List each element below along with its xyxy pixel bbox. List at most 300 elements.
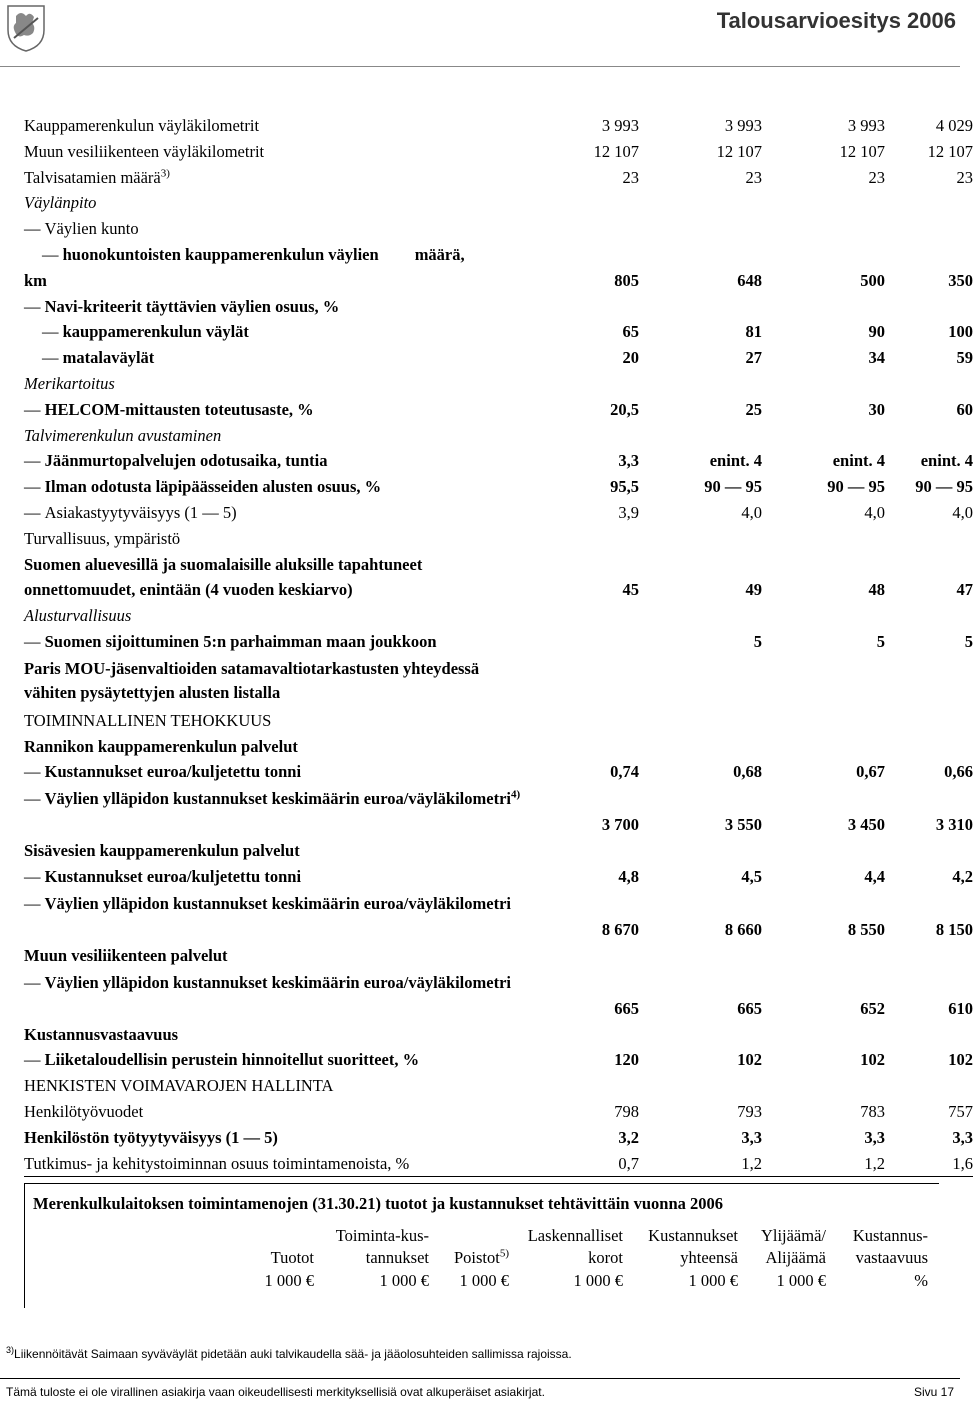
value-cell: enint. 4 [832,451,885,471]
value-cell [639,655,762,708]
value-cell [885,190,973,216]
table-row [24,1047,973,1073]
value-cell: 4,5 [741,866,762,886]
cost-column-header [429,1221,509,1269]
value-cell: 5 [753,631,762,651]
row-label-text: Väylien ylläpidon kustannukset keskimäärin euroa/väyläkilometri [44,893,511,913]
row-label [24,345,524,371]
value-cell: 20 [622,348,639,368]
value-cell: 20,5 [610,399,639,419]
row-label [24,397,524,423]
row-label [24,552,524,578]
row-label-text: Suomen aluevesillä ja suomalaisille aluksille tapahtuneet [24,554,423,574]
value-cell [639,552,762,578]
value-cell: 4,4 [864,866,885,886]
value-cell: 3 550 [724,815,762,835]
row-label [24,165,524,191]
value-cell [885,371,973,397]
coat-of-arms-logo [6,4,46,52]
table-row [24,785,973,838]
value-cell: 90 — 95 [915,477,973,497]
value-cell: 610 [948,998,973,1018]
table-row [24,759,973,785]
row-label [24,864,524,890]
row-label [24,190,524,216]
cost-column-header-line1: Toiminta-kus- [335,1226,429,1245]
value-cell [762,423,885,449]
table-row [24,864,973,890]
row-label [24,708,524,734]
value-cell: 23 [956,167,973,187]
row-label-text: HENKISTEN VOIMAVAROJEN HALLINTA [24,1076,334,1096]
cost-column-header-line2 [429,1247,509,1269]
cost-column-header-line2 [738,1247,826,1269]
value-cell [639,838,762,864]
value-cell: 8 150 [935,919,973,939]
table-row [24,423,973,449]
row-label [24,603,524,629]
cost-unit-cell: 1 000 € [379,1271,429,1290]
footnote-marker: 3) [6,1345,15,1355]
footnote-reference: 3) [160,167,170,180]
value-cell: 783 [860,1101,885,1121]
row-label-text: Navi-kriteerit täyttävien väylien osuus, % [44,296,340,316]
row-label [24,1125,524,1151]
row-label [24,629,524,655]
value-cell [885,216,973,242]
value-cell: 102 [948,1050,973,1070]
footnote-reference: 5) [499,1247,509,1260]
cost-column-header [826,1221,928,1269]
row-label [24,448,524,474]
row-label [24,371,524,397]
value-cell: 120 [614,1050,639,1070]
table-row [24,890,973,943]
row-label-text: Muun vesiliikenteen väyläkilometrit [24,141,265,161]
row-label-text: Turvallisuus, ympäristö [24,528,181,548]
value-cell [762,1022,885,1048]
value-cell [639,216,762,242]
value-cell [524,526,639,552]
footer-disclaimer: Tämä tuloste ei ole virallinen asiakirja vaan oikeudellisesti merkityksellisiä ovat alkuperäiset asiakirjat. [6,1385,545,1399]
value-cell [885,708,973,734]
value-cell [524,708,639,734]
value-cell [639,603,762,629]
row-label-text: Jäänmurtopalvelujen odotusaika, tuntia [44,451,328,471]
cost-column-header-text: Tuotot [270,1248,314,1267]
value-cell: 0,68 [733,762,762,782]
value-cell: 1,2 [762,1151,885,1177]
row-label-text: Henkilötyövuodet [24,1101,144,1121]
value-cell [639,1022,762,1048]
value-cell [524,190,639,216]
value-cell [524,423,639,449]
value-cell: 12 107 [839,141,885,161]
value-cell: 3,3 [618,451,639,471]
row-label-text: Kustannukset euroa/kuljetettu tonni [44,762,302,782]
table-row [24,397,973,423]
row-label-text: HELCOM-mittausten toteutusaste, % [44,399,314,419]
cost-column-header [236,1221,314,1269]
value-cell: 793 [737,1101,762,1121]
row-label-text: onnettomuudet, enintään (4 vuoden keskiarvo) [24,580,353,600]
value-cell: 4,0 [864,502,885,522]
value-cell: 60 [956,399,973,419]
table-row [24,345,973,371]
value-cell: 500 [860,270,885,290]
table-row [24,603,973,629]
row-label-text: Asiakastyytyväisyys (1 — 5) [44,502,237,522]
value-cell: 90 [868,322,885,342]
table-row [24,708,973,734]
cost-column-header-text: Poistot [453,1248,500,1267]
cost-column-header [314,1221,429,1269]
value-cell [524,838,639,864]
cost-column-header-text: Alijäämä [765,1248,826,1267]
value-cell: 12 107 [927,141,973,161]
value-cell [762,943,885,969]
value-cell [639,734,762,760]
value-cell: 3 700 [601,815,639,835]
value-cell: 757 [948,1101,973,1121]
value-cell [885,655,973,708]
row-label-text: Kustannukset euroa/kuljetettu tonni [44,866,302,886]
row-label [24,113,524,139]
value-cell [762,734,885,760]
performance-indicators-table [24,113,973,1177]
row-label-text: Väylänpito [24,193,97,213]
cost-unit-cell: 1 000 € [573,1271,623,1290]
value-cell: 3,3 [952,1127,973,1147]
value-cell [885,734,973,760]
row-label [24,943,524,969]
value-cell [885,1073,973,1099]
row-label [24,838,524,864]
value-cell: 8 660 [724,919,762,939]
row-label-text: Suomen sijoittuminen 5:n parhaimman maan joukkoon [44,631,437,651]
value-cell: 4,2 [952,866,973,886]
value-cell: 3 993 [847,116,885,135]
value-cell [885,603,973,629]
row-label-text: Väylien ylläpidon kustannukset keskimäärin euroa/väyläkilometri [44,972,511,992]
table-row [24,113,973,139]
value-cell [639,423,762,449]
table-row [24,1125,973,1151]
cost-column-header [509,1221,623,1269]
cost-column-header-text: vastaavuus [855,1248,928,1267]
cost-unit-cell: 1 000 € [264,1271,314,1290]
value-cell [885,552,973,578]
row-label [24,785,524,838]
value-cell: 0,66 [944,762,973,782]
row-label-text: Ilman odotusta läpipäässeiden alusten osuus, % [44,477,382,497]
row-label [24,319,524,345]
row-label [24,268,524,294]
value-cell: 49 [745,580,762,600]
row-label [24,139,524,165]
cost-column-header [623,1221,738,1269]
value-cell [524,655,639,708]
row-label-text: Muun vesiliikenteen palvelut [24,945,228,965]
cost-table [236,1221,928,1293]
footer-divider [0,1378,960,1379]
table-row [24,474,973,500]
table-row [24,1073,973,1099]
cost-unit-cell: % [914,1271,928,1290]
value-cell: 4 029 [935,116,973,135]
table-row [24,268,973,294]
table-row [24,190,973,216]
table-row [24,500,973,526]
value-cell: 3 310 [935,815,973,835]
table-row [24,552,973,578]
row-label [24,734,524,760]
row-label-text: Liiketaloudellisin perustein hinnoitellut suoritteet, % [44,1050,420,1070]
value-cell: enint. 4 [920,451,973,471]
value-cell: 23 [622,167,639,187]
row-label-text: Talvimerenkulun avustaminen [24,425,222,445]
value-cell [762,216,885,242]
row-label-continuation: määrä, [414,244,465,264]
row-label-text: Rannikon kauppamerenkulun palvelut [24,736,298,756]
value-cell [524,629,639,655]
value-cell [762,190,885,216]
value-cell [762,655,885,708]
value-cell: 4,8 [618,866,639,886]
row-label [24,1047,524,1073]
row-label-text: Henkilöstön työtyytyväisyys (1 — 5) [24,1127,278,1147]
value-cell [524,1022,639,1048]
table-row [24,139,973,165]
cost-column-header-text: tannukset [365,1248,429,1267]
row-label [24,1073,524,1099]
row-label [24,474,524,500]
table-row [24,577,973,603]
row-label [24,1022,524,1048]
value-cell: 27 [745,348,762,368]
table-row [24,371,973,397]
value-cell [885,526,973,552]
value-cell: 1,6 [885,1151,973,1177]
row-label-text: Merikartoitus [24,373,115,393]
value-cell [885,943,973,969]
cost-column-header-text: yhteensä [680,1248,738,1267]
table-row [24,242,973,268]
value-cell [639,708,762,734]
page-number: Sivu 17 [913,1385,954,1399]
row-label-text: Tutkimus- ja kehitystoiminnan osuus toimintamenoista, % [24,1153,410,1173]
row-label-text: TOIMINNALLINEN TEHOKKUUS [24,710,272,730]
row-label-text: kauppamerenkulun väylät [62,322,249,342]
value-cell: 100 [948,322,973,342]
value-cell: 3,2 [618,1127,639,1147]
value-cell [762,552,885,578]
value-cell: 81 [745,322,762,342]
value-cell: 5 [964,631,973,651]
value-cell: 3 450 [847,815,885,835]
value-cell: 0,67 [856,762,885,782]
row-label [24,526,524,552]
value-cell: 648 [737,270,762,290]
value-cell: 3,3 [864,1127,885,1147]
table-row [24,216,973,242]
value-cell: 8 670 [601,919,639,939]
value-cell [524,943,639,969]
cost-column-header-text: korot [588,1248,623,1267]
footnote-text: Liikennöitävät Saimaan syväväylät pidetään auki talvikaudella sää- ja jääolosuhteiden sallimissa rajoissa. [14,1347,572,1361]
value-cell [524,603,639,629]
row-label-text: Väylien ylläpidon kustannukset keskimäärin euroa/väyläkilometri [44,789,511,809]
value-cell: 665 [614,998,639,1018]
value-cell: 102 [860,1050,885,1070]
value-cell: 805 [614,270,639,290]
value-cell: 350 [948,270,973,290]
row-label [24,294,524,320]
value-cell: 23 [868,167,885,187]
cost-column-header [738,1221,826,1269]
value-cell [639,526,762,552]
table-row [24,1151,973,1177]
value-cell: enint. 4 [709,451,762,471]
value-cell: 12 107 [593,141,639,161]
row-label [24,500,524,526]
row-label [24,1099,524,1125]
row-label [24,759,524,785]
cost-column-header-line1: Kustannus- [852,1226,928,1245]
cost-column-header-line1 [236,1225,314,1247]
cost-column-header-line2 [826,1247,928,1269]
row-label-text: huonokuntoisten kauppamerenkulun väylien [62,244,379,264]
row-label [24,577,524,603]
value-cell [762,526,885,552]
value-cell [639,371,762,397]
value-cell [885,294,973,320]
row-label-text: km [24,270,47,290]
table-row [24,294,973,320]
value-cell [885,838,973,864]
value-cell [885,1022,973,1048]
table-row [24,1022,973,1048]
row-label [24,969,524,1022]
row-label-text: Kauppamerenkulun väyläkilometrit [24,116,260,135]
row-label-text: Talvisatamien määrä [24,167,161,187]
value-cell: 102 [737,1050,762,1070]
value-cell: 652 [860,998,885,1018]
value-cell: 4,0 [952,502,973,522]
row-label-text: Sisävesien kauppamerenkulun palvelut [24,841,300,861]
table-row [24,165,973,191]
value-cell: 90 — 95 [827,477,885,497]
row-label-text: matalaväylät [62,348,155,368]
value-cell: 90 — 95 [704,477,762,497]
value-cell [524,294,639,320]
value-cell: 65 [622,322,639,342]
table-row [24,969,973,1022]
row-label [24,655,524,708]
value-cell: 3,3 [741,1127,762,1147]
value-cell [762,371,885,397]
table-row [24,448,973,474]
row-label [24,1151,524,1177]
cost-column-header-line2 [236,1247,314,1269]
value-cell [639,294,762,320]
value-cell [639,190,762,216]
value-cell: 25 [745,399,762,419]
value-cell: 0,7 [524,1151,639,1177]
document-title: Talousarvioesitys 2006 [716,8,956,33]
value-cell: 8 550 [847,919,885,939]
value-cell: 3,9 [618,502,639,522]
value-cell: 47 [956,580,973,600]
value-cell: 45 [622,580,639,600]
value-cell: 59 [956,348,973,368]
row-label-text: Väylien kunto [44,219,139,239]
footnote [6,1345,572,1361]
row-label-text: Kustannusvastaavuus [24,1024,179,1044]
value-cell [524,216,639,242]
header-divider [0,66,960,67]
value-cell [524,552,639,578]
value-cell [762,838,885,864]
value-cell: 4,0 [741,502,762,522]
table-row [24,838,973,864]
table-row [24,629,973,655]
value-cell: 5 [876,631,885,651]
value-cell: 30 [868,399,885,419]
value-cell [524,371,639,397]
value-cell [762,294,885,320]
value-cell: 95,5 [610,477,639,497]
row-label-text: Alusturvallisuus [24,606,132,626]
cost-column-header-line1: Kustannukset [648,1226,738,1245]
value-cell [639,943,762,969]
value-cell: 665 [737,998,762,1018]
footnote-reference: 4) [510,788,521,801]
value-cell: 3 993 [601,116,639,135]
row-label [24,216,524,242]
row-label [24,423,524,449]
value-cell [524,734,639,760]
value-cell: 0,74 [610,762,639,782]
value-cell [762,603,885,629]
cost-column-header-line2 [623,1247,738,1269]
cost-unit-cell: 1 000 € [688,1271,738,1290]
table-row [24,655,973,708]
cost-column-header-line1 [429,1225,509,1247]
table-row [24,1099,973,1125]
cost-section-title: Merenkulkulaitoksen toimintamenojen (31.30.21) tuotot ja kustannukset tehtävittäin vuonna 2006 [33,1194,724,1213]
value-cell [885,423,973,449]
table-row [24,526,973,552]
value-cell: 1,2 [639,1151,762,1177]
row-label-text: Paris MOU-jäsenvaltioiden satamavaltiotarkastusten yhteydessä vähiten pysäytettyjen alusten listalla [24,658,480,702]
value-cell [639,1073,762,1099]
value-cell [762,1073,885,1099]
row-label [24,242,973,268]
table-row [24,734,973,760]
cost-column-header-line1: Laskennalliset [527,1226,623,1245]
value-cell: 23 [745,167,762,187]
cost-column-header-line1: Ylijäämä/ [760,1226,826,1245]
row-label [24,890,524,943]
value-cell [524,1073,639,1099]
cost-unit-cell: 1 000 € [459,1271,509,1290]
cost-unit-cell: 1 000 € [776,1271,826,1290]
value-cell: 798 [614,1101,639,1121]
cost-column-header-line2 [314,1247,429,1269]
table-row [24,319,973,345]
cost-column-header-line2 [509,1247,623,1269]
